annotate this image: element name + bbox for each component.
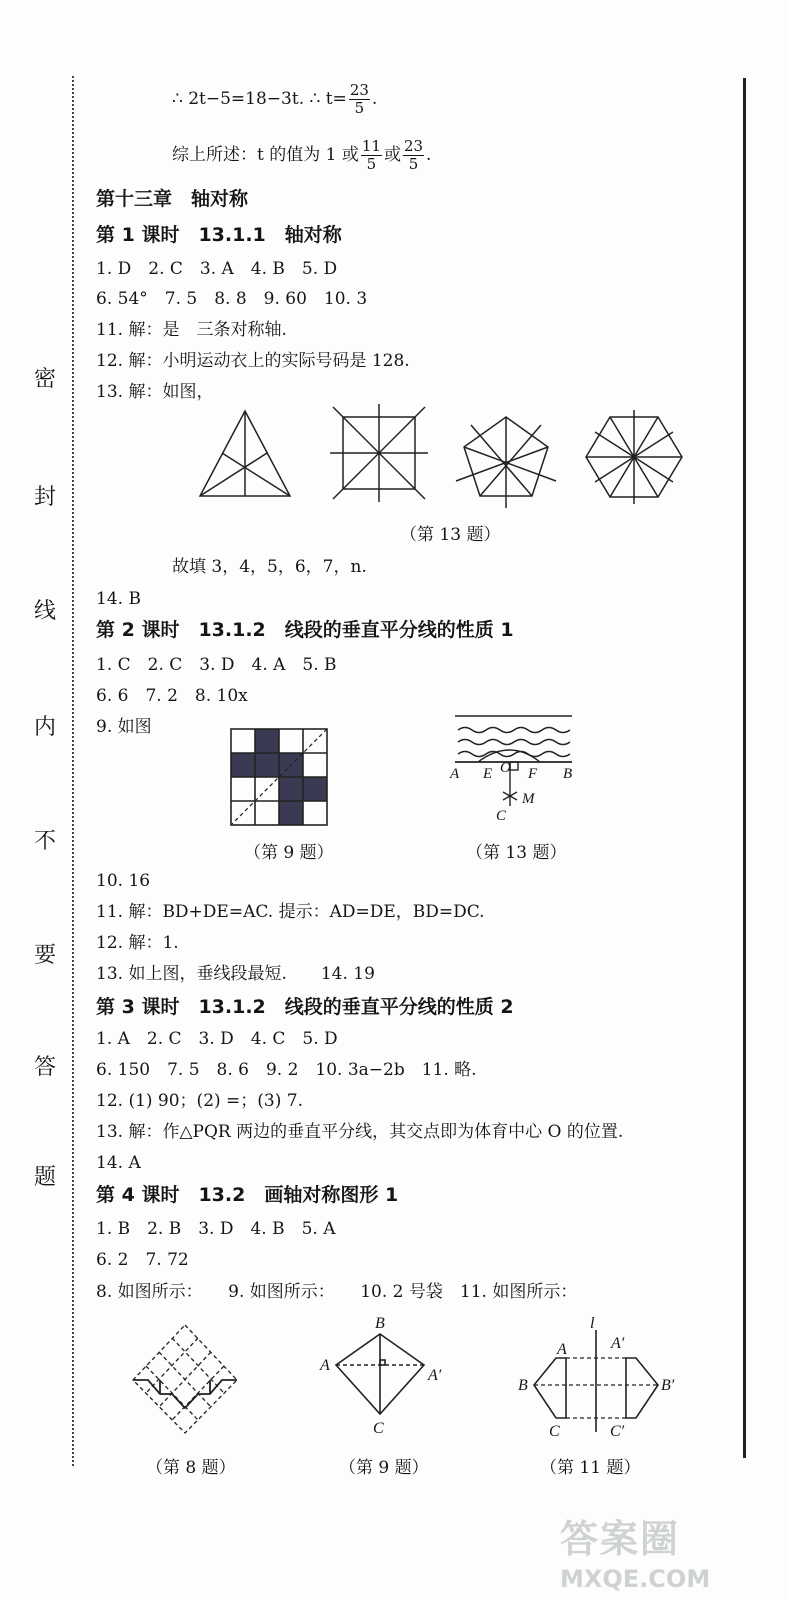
lesson-4-title: 第 4 课时 13.2 画轴对称图形 1 [96, 1184, 399, 1206]
answer-line: 6. 6 7. 2 8. 10x [96, 686, 248, 706]
watermark-logo [560, 1508, 710, 1593]
seal-char: 答 [34, 1055, 57, 1080]
figure-caption: （第 8 题） [146, 1458, 236, 1478]
answer-line: 12. 解：1. [96, 933, 179, 953]
lesson-1-title: 第 1 课时 13.1.1 轴对称 [96, 224, 342, 246]
figure-caption: （第 13 题） [466, 843, 567, 863]
seal-char: 封 [34, 485, 57, 510]
label-O: O [500, 760, 511, 776]
answer-line: 9. 如图 [96, 717, 152, 737]
seal-char: 要 [34, 943, 57, 968]
watermark-url: MXQE.COM [560, 1565, 711, 1593]
label-B-prime: B′ [661, 1377, 675, 1394]
label-C: C [496, 808, 507, 824]
answer-line: 1. C 2. C 3. D 4. A 5. B [96, 655, 337, 675]
seal-char: 题 [34, 1165, 57, 1190]
answer-line: 13. 解：作△PQR 两边的垂直平分线，其交点即为体育中心 O 的位置. [96, 1122, 624, 1142]
seal-char: 线 [34, 599, 57, 624]
lesson-2-title: 第 2 课时 13.1.2 线段的垂直平分线的性质 1 [96, 619, 514, 641]
label-B: B [563, 766, 573, 782]
label-C-prime: C′ [610, 1423, 625, 1440]
answer-line: 12. (1) 90；(2) =；(3) 7. [96, 1091, 303, 1111]
answer-line: 13. 解：如图， [96, 382, 214, 402]
seal-char: 内 [34, 715, 57, 740]
answer-line: 14. A [96, 1153, 141, 1173]
answer-line: 6. 54° 7. 5 8. 8 9. 60 10. 3 [96, 289, 368, 309]
seal-char: 密 [34, 367, 57, 392]
label-C: C [549, 1423, 560, 1440]
figure-caption: （第 13 题） [400, 525, 501, 545]
answer-line: 14. B [96, 589, 141, 609]
answer-line: 故填 3，4，5，6，7，n. [172, 557, 367, 577]
answer-line: 6. 150 7. 5 8. 6 9. 2 10. 3a−2b 11. 略. [96, 1060, 477, 1080]
answer-line: 1. B 2. B 3. D 4. B 5. A [96, 1219, 336, 1239]
answer-line: 6. 2 7. 72 [96, 1250, 189, 1270]
answer-line: 12. 解：小明运动衣上的实际号码是 128. [96, 351, 410, 371]
answer-line: 13. 如上图，垂线段最短. 14. 19 [96, 964, 375, 984]
label-l: l [590, 1315, 595, 1332]
label-E: E [483, 766, 493, 782]
answer-line: 11. 解：BD+DE=AC. 提示：AD=DE，BD=DC. [96, 902, 485, 922]
answer-line: 10. 16 [96, 871, 151, 891]
label-A: A [450, 766, 460, 782]
lesson-3-title: 第 3 课时 13.1.2 线段的垂直平分线的性质 2 [96, 996, 514, 1018]
answer-line: 11. 解：是 三条对称轴. [96, 320, 287, 340]
label-M: M [522, 791, 535, 807]
intro-line-1: ∴ 2t−5=18−3t. ∴ t= $\frac{23}{5}$ . [172, 81, 378, 117]
watermark-text: 答案圈 [560, 1517, 681, 1561]
answer-line: 1. A 2. C 3. D 4. C 5. D [96, 1029, 338, 1049]
figure-caption: （第 9 题） [339, 1458, 429, 1478]
label-A-prime: A′ [611, 1335, 625, 1352]
label-B: B [375, 1315, 385, 1332]
chapter-title: 第十三章 轴对称 [96, 188, 249, 210]
label-A: A [320, 1357, 330, 1374]
figure-caption: （第 11 题） [540, 1458, 641, 1478]
label-F: F [528, 766, 538, 782]
figure-caption: （第 9 题） [244, 843, 334, 863]
label-A-prime: A′ [428, 1367, 442, 1384]
seal-char: 不 [34, 829, 57, 854]
label-C: C [373, 1420, 384, 1437]
answer-line: 1. D 2. C 3. A 4. B 5. D [96, 259, 338, 279]
label-A: A [557, 1341, 567, 1358]
label-B: B [518, 1377, 528, 1394]
answer-line: 8. 如图所示： 9. 如图所示： 10. 2 号袋 11. 如图所示： [96, 1282, 578, 1302]
intro-line-2: 综上所述：t 的值为 1 或 $\frac{11}{5}$ 或 $\frac{23}{5}$ . [172, 137, 432, 173]
